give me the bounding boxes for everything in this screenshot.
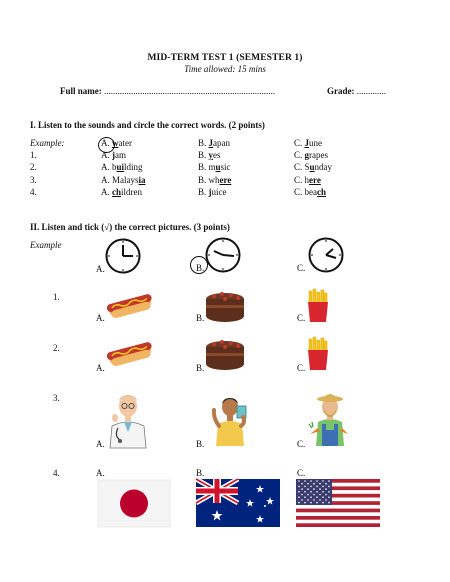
australia-flag-icon bbox=[196, 479, 280, 527]
chocolate-cake-icon bbox=[205, 338, 245, 372]
japan-flag-icon bbox=[98, 480, 170, 527]
word-part-post: es bbox=[213, 150, 221, 160]
word-part-pre: B. bbox=[198, 150, 209, 160]
full-name-dots: ............................................................................ bbox=[104, 86, 275, 96]
row-0-option-b[interactable] bbox=[198, 138, 230, 149]
item1-option-c[interactable]: C. bbox=[297, 313, 306, 323]
item3-option-a[interactable]: A. bbox=[96, 439, 105, 449]
row-2-option-c[interactable] bbox=[294, 162, 332, 173]
word-part-pre: A. bbox=[101, 187, 112, 197]
example-option-a[interactable]: A. bbox=[96, 264, 105, 274]
word-part-pre: A. Malays bbox=[101, 175, 139, 185]
clock-icon bbox=[105, 238, 141, 274]
usa-flag-icon bbox=[296, 479, 380, 527]
item1-option-b[interactable]: B. bbox=[196, 313, 205, 323]
item2-option-a[interactable]: A. bbox=[96, 363, 105, 373]
word-part-post: ildren bbox=[121, 187, 142, 197]
row-4-option-b[interactable] bbox=[198, 187, 227, 198]
row-1-option-b[interactable] bbox=[198, 150, 221, 161]
word-part-ul: j bbox=[208, 187, 212, 197]
item1-option-a[interactable]: A. bbox=[96, 313, 105, 323]
word-part-ul: ere bbox=[219, 175, 232, 185]
chocolate-cake-icon bbox=[205, 290, 245, 324]
word-part-post: apan bbox=[213, 138, 231, 148]
item3-option-b[interactable]: B. bbox=[196, 439, 205, 449]
word-part-pre: B. m bbox=[198, 162, 216, 172]
page-title: MID-TERM TEST 1 (SEMESTER 1) bbox=[147, 53, 303, 63]
word-part-ul: g bbox=[304, 150, 310, 160]
clock-icon bbox=[205, 237, 241, 273]
example-answer-circle bbox=[98, 137, 115, 153]
word-part-pre: C. bea bbox=[294, 187, 317, 197]
grade-dots: ............. bbox=[356, 86, 386, 96]
word-part-ul: ui bbox=[116, 162, 125, 172]
row-3-option-b[interactable] bbox=[198, 175, 231, 186]
word-part-pre: B. bbox=[198, 187, 209, 197]
word-part-pre: C. bbox=[294, 138, 305, 148]
item3-option-c[interactable]: C. bbox=[297, 439, 306, 449]
section1-heading: I. Listen to the sounds and circle the correct words. (2 points) bbox=[30, 120, 265, 130]
example-label: Example bbox=[30, 240, 62, 250]
french-fries-icon bbox=[306, 289, 330, 322]
word-part-pre: B. bbox=[198, 138, 209, 148]
word-part-pre: A. b bbox=[101, 162, 117, 172]
word-part-ul: u bbox=[215, 162, 221, 172]
word-part-pre: A. bbox=[101, 150, 112, 160]
row-4-option-a[interactable] bbox=[101, 187, 142, 198]
word-part-ul: ere bbox=[309, 175, 321, 185]
item4-option-a[interactable]: A. bbox=[96, 468, 105, 478]
row-3-option-c[interactable] bbox=[294, 175, 321, 186]
word-part-pre: C. bbox=[294, 150, 305, 160]
french-fries-icon bbox=[306, 337, 330, 370]
teacher-icon bbox=[210, 390, 250, 446]
word-part-post: uice bbox=[211, 187, 227, 197]
word-part-ul: w bbox=[112, 138, 119, 148]
row-1-number: 1. bbox=[30, 150, 37, 160]
item4-option-b[interactable]: B. bbox=[196, 468, 205, 478]
example-option-c[interactable]: C. bbox=[297, 263, 306, 273]
row-4-option-c[interactable] bbox=[294, 187, 326, 198]
word-part-ul: u bbox=[309, 162, 315, 172]
time-allowed: Time allowed: 15 mins bbox=[184, 64, 266, 74]
row-2-option-b[interactable] bbox=[198, 162, 231, 173]
item3-number: 3. bbox=[53, 393, 60, 403]
row-0-number: Example: bbox=[30, 138, 65, 148]
word-part-post: sic bbox=[220, 162, 231, 172]
word-part-ul: J bbox=[304, 138, 310, 148]
word-part-pre: C. S bbox=[294, 162, 310, 172]
item1-number: 1. bbox=[53, 292, 60, 302]
hotdog-icon bbox=[106, 292, 154, 320]
item2-option-c[interactable]: C. bbox=[297, 363, 306, 373]
word-part-post: lding bbox=[124, 162, 143, 172]
row-2-number: 2. bbox=[30, 162, 37, 172]
word-part-post: rapes bbox=[309, 150, 329, 160]
word-part-ul: j bbox=[112, 150, 115, 160]
clock-icon bbox=[308, 237, 344, 273]
section2-heading: II. Listen and tick (√) the correct pictures. (3 points) bbox=[30, 222, 230, 232]
word-part-post: une bbox=[309, 138, 323, 148]
word-part-ul: ch bbox=[317, 187, 326, 197]
word-part-ul: y bbox=[208, 150, 214, 160]
grade-label: Grade: bbox=[327, 86, 355, 96]
item4-number: 4. bbox=[53, 468, 60, 478]
doctor-icon bbox=[106, 388, 150, 448]
word-part-post: ater bbox=[118, 138, 132, 148]
row-3-option-a[interactable] bbox=[101, 175, 146, 186]
item2-option-b[interactable]: B. bbox=[196, 363, 205, 373]
item4-option-c[interactable]: C. bbox=[297, 468, 306, 478]
word-part-ul: ia bbox=[138, 175, 146, 185]
word-part-ul: ch bbox=[112, 187, 121, 197]
row-0-option-c[interactable] bbox=[294, 138, 322, 149]
farmer-icon bbox=[308, 390, 352, 446]
word-part-ul: J bbox=[208, 138, 214, 148]
row-4-number: 4. bbox=[30, 187, 37, 197]
word-part-pre: C. h bbox=[294, 175, 310, 185]
example-option-b[interactable]: B. bbox=[196, 263, 205, 273]
word-part-pre: A. bbox=[101, 138, 112, 148]
row-1-option-c[interactable] bbox=[294, 150, 328, 161]
grade-field[interactable] bbox=[327, 86, 386, 96]
word-part-post: nday bbox=[314, 162, 333, 172]
hotdog-icon bbox=[106, 340, 154, 368]
full-name-field[interactable] bbox=[60, 86, 275, 96]
item2-number: 2. bbox=[53, 343, 60, 353]
row-2-option-a[interactable] bbox=[101, 162, 143, 173]
example-tick-circle bbox=[190, 256, 208, 274]
row-3-number: 3. bbox=[30, 175, 37, 185]
full-name-label: Full name: bbox=[60, 86, 102, 96]
word-part-post: am bbox=[115, 150, 126, 160]
word-part-pre: B. wh bbox=[198, 175, 220, 185]
